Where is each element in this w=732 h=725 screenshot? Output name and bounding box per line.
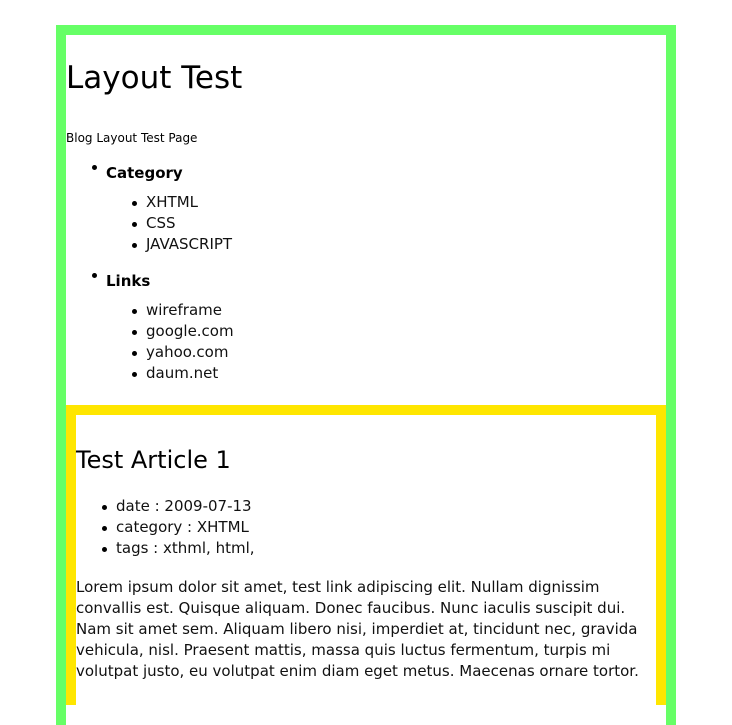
links-list [106,300,666,384]
category-heading: Category [106,164,183,182]
article [66,405,666,705]
article-body: Lorem ipsum dolor sit amet, test link adipiscing elit. Nullam dignissim convallis est. Quisque aliquam. Donec faucibus. Nunc iaculis suscipit dui. Nam sit amet sem. Aliquam libero nisi, imperdiet at, tincidunt nec, gravida vehicula, nisl. Praesent mattis, massa quis luctus fermentum, turpis mi volutpat justo, eu volutpat enim diam eget metus. Maecenas ornare tortor. [76,578,639,680]
links-heading: Links [106,272,151,290]
link-yahoo[interactable]: yahoo.com [146,342,666,363]
category-link-css[interactable]: CSS [146,213,666,234]
category-link-xhtml[interactable]: XHTML [146,192,666,213]
page-container [56,25,676,725]
sidebar-section-category [66,155,666,255]
link-daum[interactable]: daum.net [146,363,666,384]
article-title: Test Article 1 [76,446,231,474]
article-tags: tags : xthml, html, [116,539,255,557]
category-list [106,192,666,255]
sidebar [66,155,666,392]
link-google[interactable]: google.com [146,321,666,342]
sidebar-section-links [66,263,666,384]
category-link-javascript[interactable]: JAVASCRIPT [146,234,666,255]
site-title: Layout Test [66,60,243,96]
link-wireframe[interactable]: wireframe [146,300,666,321]
article-category: category : XHTML [116,517,255,538]
article-meta [116,496,255,559]
site-description: Blog Layout Test Page [66,131,198,145]
article-date: date : 2009-07-13 [116,496,255,517]
